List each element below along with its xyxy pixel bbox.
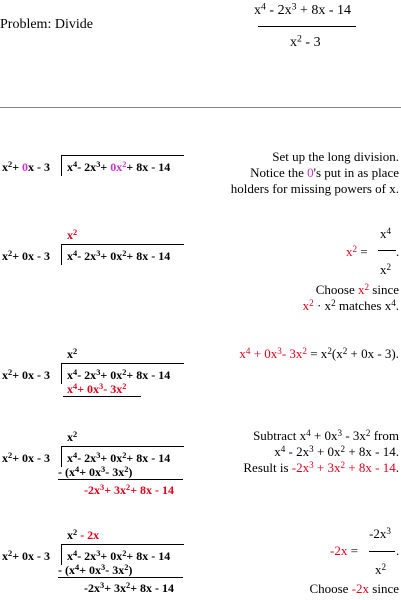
subtract-underline	[58, 479, 183, 480]
product-row: $x^4+ 0x^3-$ $3x^2$	[67, 382, 127, 396]
problem-fraction-bar	[258, 26, 356, 27]
quotient: $x^2$	[67, 228, 78, 242]
remainder-row: $-2x^3+ 3x^2+ 8x - 14$	[84, 483, 175, 497]
divisor: $x^2+ 0x - 3$	[2, 249, 51, 263]
divisor: $x^2+ 0x - 3$	[2, 160, 51, 174]
step-1-explanation: Set up the long division. Notice the 0's put in as place holders for missing powers of x.	[230, 149, 399, 196]
fraction-bar	[369, 551, 395, 552]
fraction-numerator: $-2x^3$	[369, 525, 391, 541]
section-divider	[0, 107, 401, 108]
fraction-denominator: $x^2$	[375, 561, 387, 577]
divisor: $x^2+ 0x - 3$	[2, 368, 51, 382]
step-3-explanation: $x^4 + 0x^3-$ $3x^2 = x^2(x^2 + 0x - 3)$.	[239, 345, 399, 361]
problem-numerator: $x^4 - 2x^3 + 8x - 14$	[254, 1, 352, 18]
equation-lhs: -2x =	[330, 543, 358, 558]
quotient: $x^2$	[67, 347, 78, 361]
period: .	[396, 543, 400, 558]
step-2-explanation: Choose $x^2$ since $x^2 \cdot x^2$ matches $x^4$.	[302, 281, 399, 313]
product-underline	[63, 396, 141, 397]
subtracted-row: - ($x^4+ 0x^3-$ $3x^2$)	[58, 563, 133, 577]
equation-lhs: $x^2$ =	[346, 243, 368, 259]
subtracted-row: - ($x^4+ 0x^3-$ $3x^2$)	[58, 465, 133, 479]
fraction-denominator: $x^2$	[380, 261, 392, 277]
divisor: $x^2+ 0x - 3$	[2, 451, 51, 465]
dividend: $x^4-$ $2x^3+ 0x^2+ 8x - 14$	[67, 549, 171, 563]
quotient: $x^2$	[67, 430, 78, 444]
fraction-numerator: $x^4$	[380, 225, 392, 241]
problem-label: Problem: Divide	[0, 17, 93, 32]
dividend: $x^4-$ $2x^3+ 0x^2+ 8x - 14$	[67, 160, 171, 174]
divisor: $x^2+ 0x - 3$	[2, 549, 51, 563]
subtract-underline	[58, 577, 183, 578]
dividend: $x^4-$ $2x^3+ 0x^2+ 8x - 14$	[67, 249, 171, 263]
dividend: $x^4-$ $2x^3+ 0x^2+ 8x - 14$	[67, 368, 171, 382]
period: .	[396, 244, 400, 259]
step-5-explanation: Choose -2x since	[309, 581, 399, 596]
fraction-bar	[378, 250, 396, 251]
step-4-explanation: Subtract $x^4 + 0x^3 - 3x^2$ from $x^4 - 2x^3 + 0x^2 + 8x - 14$. Result is $-2x^3 + 3x^2 + 8x - 14$.	[243, 427, 399, 475]
quotient: $x^2 - 2x$	[67, 528, 100, 542]
dividend: $x^4-$ $2x^3+ 0x^2+ 8x - 14$	[67, 451, 171, 465]
remainder-row: $-2x^3+ 3x^2+ 8x - 14$	[84, 581, 175, 595]
problem-denominator: $x^2 - 3$	[290, 33, 321, 50]
